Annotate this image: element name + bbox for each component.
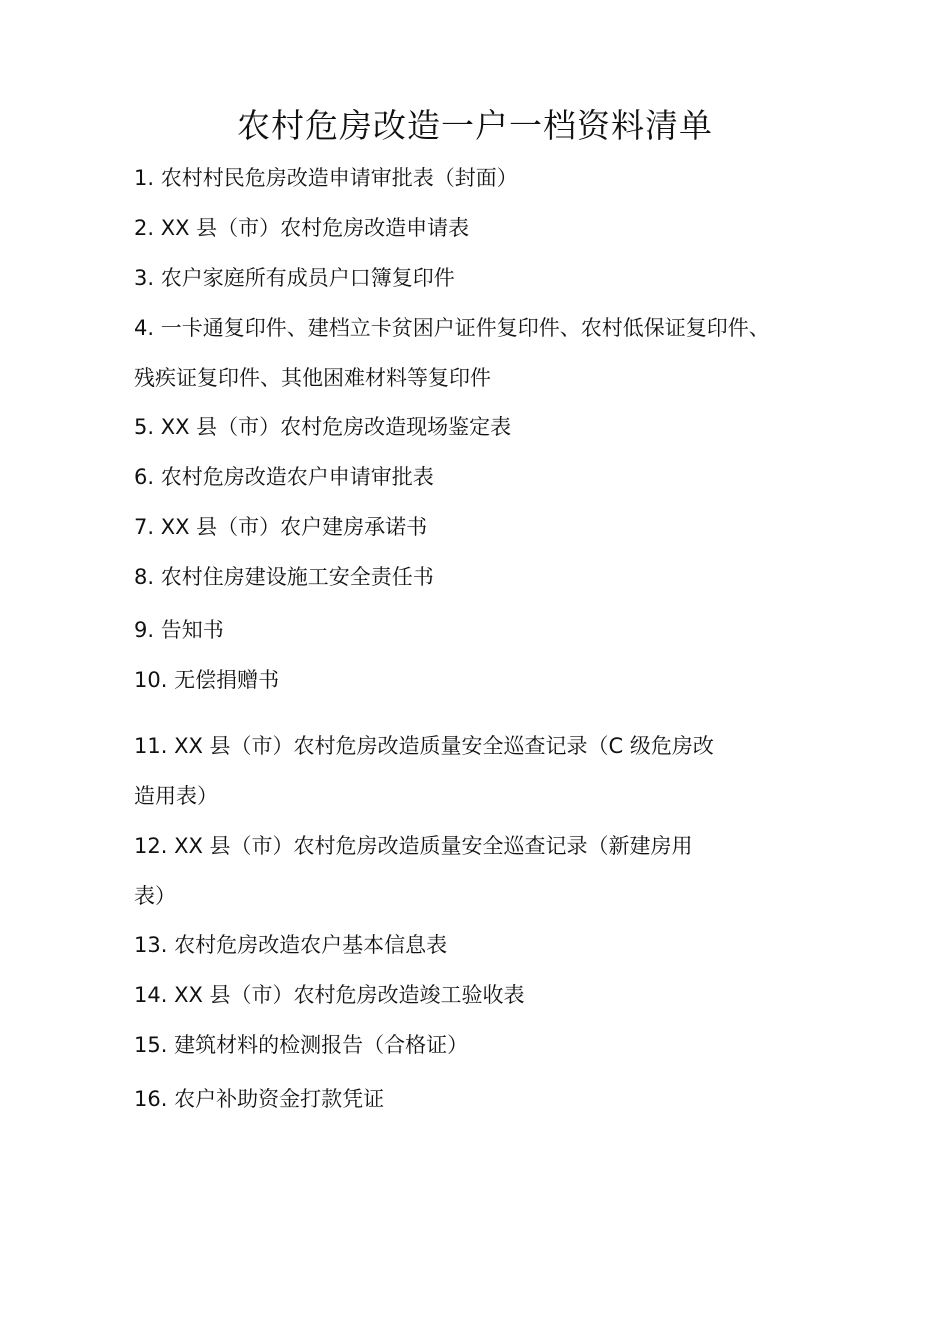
list-item-15: 15. 建筑材料的检测报告（合格证） <box>134 1033 469 1057</box>
list-item-4: 4. 一卡通复印件、建档立卡贫困户证件复印件、农村低保证复印件、 <box>134 316 770 340</box>
document-title: 农村危房改造一户一档资料清单 <box>237 106 713 145</box>
list-item-2: 2. XX 县（市）农村危房改造申请表 <box>134 216 470 240</box>
list-item-5: 5. XX 县（市）农村危房改造现场鉴定表 <box>134 415 512 439</box>
list-item-11: 11. XX 县（市）农村危房改造质量安全巡查记录（C 级危房改 <box>134 734 714 758</box>
list-item-12-continued: 表） <box>134 884 176 908</box>
list-item-8: 8. 农村住房建设施工安全责任书 <box>134 565 434 589</box>
list-item-16: 16. 农户补助资金打款凭证 <box>134 1087 385 1111</box>
list-item-4-continued: 残疾证复印件、其他困难材料等复印件 <box>134 366 491 390</box>
list-item-13: 13. 农村危房改造农户基本信息表 <box>134 933 448 957</box>
list-item-7: 7. XX 县（市）农户建房承诺书 <box>134 515 428 539</box>
list-item-11-continued: 造用表） <box>134 784 218 808</box>
list-item-12: 12. XX 县（市）农村危房改造质量安全巡查记录（新建房用 <box>134 834 693 858</box>
list-item-1: 1. 农村村民危房改造申请审批表（封面） <box>134 166 518 190</box>
list-item-3: 3. 农户家庭所有成员户口簿复印件 <box>134 266 455 290</box>
list-item-6: 6. 农村危房改造农户申请审批表 <box>134 465 434 489</box>
list-item-9: 9. 告知书 <box>134 618 224 642</box>
list-item-10: 10. 无偿捐赠书 <box>134 668 280 692</box>
list-item-14: 14. XX 县（市）农村危房改造竣工验收表 <box>134 983 525 1007</box>
